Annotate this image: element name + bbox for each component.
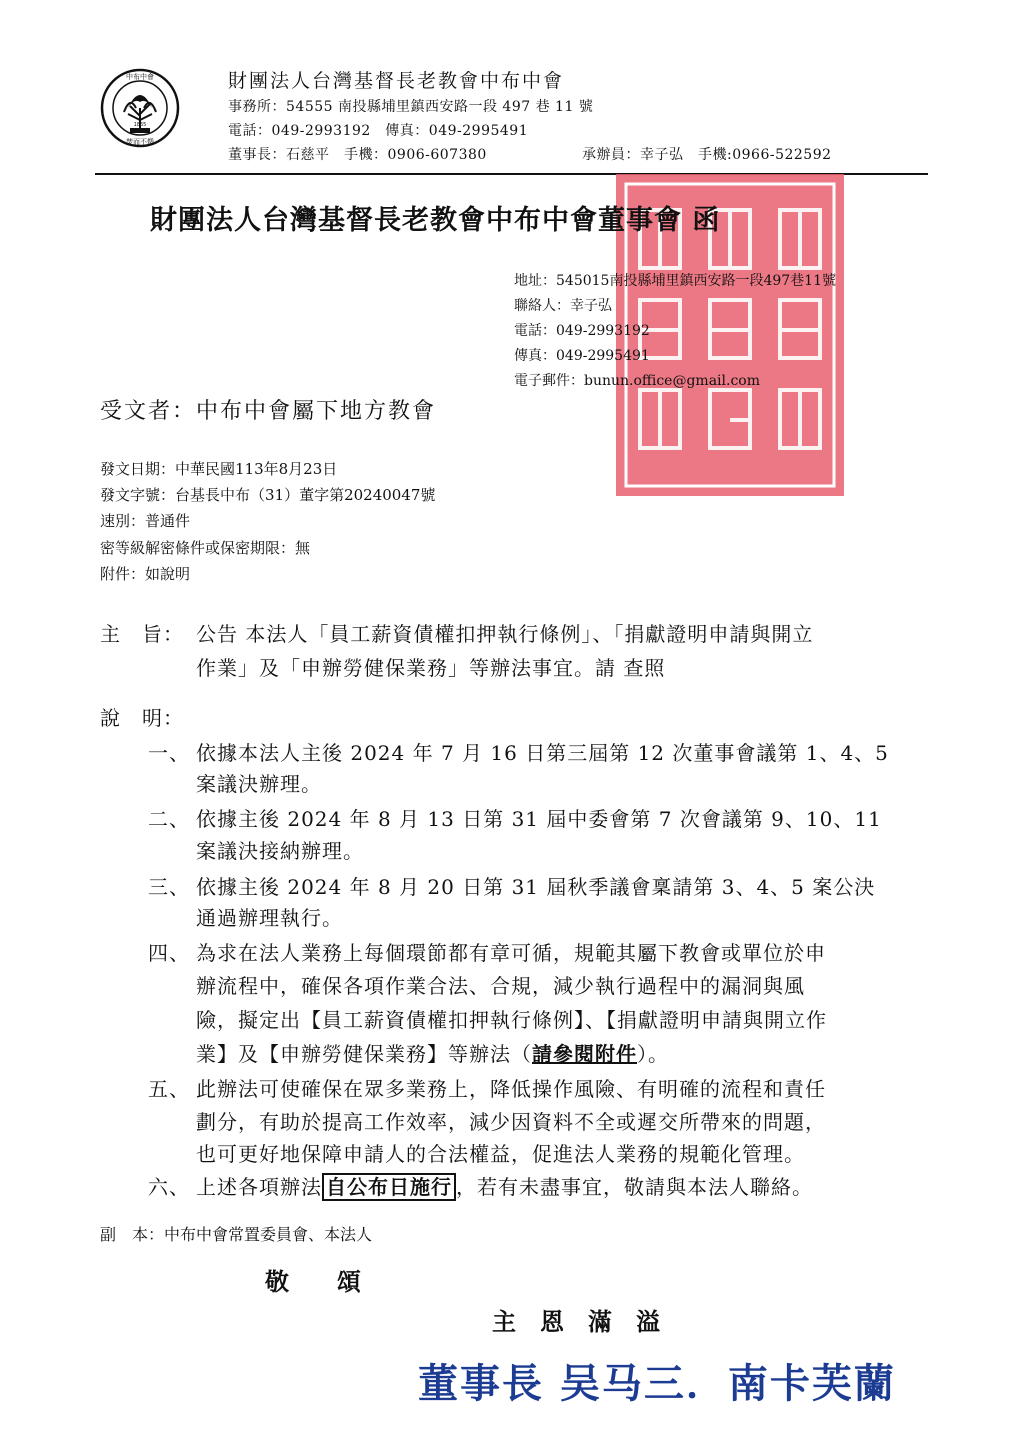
item-4-line-4 xyxy=(196,1038,669,1067)
item-6-line-1 xyxy=(196,1171,813,1200)
blessing: 主 恩 滿 溢 xyxy=(492,1307,660,1336)
svg-text:焚而不燬: 焚而不燬 xyxy=(126,138,154,146)
contact-person: 聯絡人：幸子弘 xyxy=(514,298,612,314)
item-1-line-1: 依據本法人主後 2024 年 7 月 16 日第三屆第 12 次董事會議第 1、4、5 xyxy=(196,741,889,765)
svg-text:1865: 1865 xyxy=(133,122,147,128)
letterhead-phone-fax: 電話：049-2993192 傳真：049-2995491 xyxy=(228,123,529,139)
item-4-line-2: 辦流程中，確保各項作業合法、合規，減少執行過程中的漏洞與風 xyxy=(196,974,805,998)
item-2-line-1: 依據主後 2024 年 8 月 13 日第 31 屆中委會第 7 次會議第 9、10、11 xyxy=(196,807,882,831)
explanation-label: 說 明： xyxy=(100,706,184,730)
security-level: 密等級解密條件或保密期限：無 xyxy=(100,539,311,557)
item-6-text: 上述各項辦法 xyxy=(196,1175,322,1199)
item-3-line-2: 通過辦理執行。 xyxy=(196,906,343,930)
item-4-line-1: 為求在法人業務上每個環節都有章可循，規範其屬下教會或單位於申 xyxy=(196,941,826,965)
document-title: 財團法人台灣基督長老教會中布中會董事會 函 xyxy=(150,205,721,236)
delivery-speed: 速別：普通件 xyxy=(100,512,191,530)
subject-line-1: 公告 本法人「員工薪資債權扣押執行條例」、「捐獻證明申請與開立 xyxy=(196,622,814,646)
item-2-line-2: 案議決接納辦理。 xyxy=(196,839,364,863)
letterhead-handler: 承辦員：幸子弘 手機:0966-522592 xyxy=(582,147,832,163)
item-5-line-3: 也可更好地保障申請人的合法權益，促進法人業務的規範化管理。 xyxy=(196,1142,805,1166)
closing-salutation: 敬 頌 xyxy=(265,1267,361,1296)
item-5-line-2: 劃分，有助於提高工作效率，減少因資料不全或遲交所帶來的問題， xyxy=(196,1110,826,1134)
item-number: 二、 xyxy=(148,807,190,831)
church-logo-seal xyxy=(100,68,180,148)
contact-fax: 傳真：049-2995491 xyxy=(514,348,650,364)
item-number: 一、 xyxy=(148,741,190,765)
item-4-line-4-end: ）。 xyxy=(637,1042,669,1066)
issue-date: 發文日期：中華民國113年8月23日 xyxy=(100,460,338,478)
subject-label: 主 旨： xyxy=(100,622,184,646)
item-6-text-end: ，若有未盡事宜，敬請與本法人聯絡。 xyxy=(456,1175,813,1199)
item-1-line-2: 案議決辦理。 xyxy=(196,772,322,796)
contact-email: 電子郵件：bunun.office@gmail.com xyxy=(514,373,760,389)
subject-line-2: 作業」及「申辦勞健保業務」等辦法事宜。請 查照 xyxy=(196,656,666,680)
attachment-note: 附件：如說明 xyxy=(100,565,191,583)
item-number: 五、 xyxy=(148,1077,190,1101)
see-attachment-link: 請參閱附件 xyxy=(532,1042,637,1066)
chairman-signature: 董事長 吴马三．南卡芙蘭 xyxy=(418,1360,896,1407)
item-number: 六、 xyxy=(148,1175,190,1199)
recipient: 受文者：中布中會屬下地方教會 xyxy=(100,399,437,424)
contact-phone: 電話：049-2993192 xyxy=(514,323,650,339)
letterhead-office-address: 事務所：54555 南投縣埔里鎮西安路一段 497 巷 11 號 xyxy=(228,99,594,115)
item-4-line-4-text: 業】及【申辦勞健保業務】等辦法（ xyxy=(196,1042,532,1066)
item-3-line-1: 依據主後 2024 年 8 月 20 日第 31 屆秋季議會稟請第 3、4、5 案公決 xyxy=(196,875,876,899)
contact-address: 地址：545015南投縣埔里鎮西安路一段497巷11號 xyxy=(514,273,836,289)
item-number: 四、 xyxy=(148,941,190,965)
carbon-copy: 副 本：中布中會常置委員會、本法人 xyxy=(100,1225,373,1244)
letterhead-chairman: 董事長：石慈平 手機：0906-607380 xyxy=(228,147,487,163)
item-4-line-3: 險，擬定出【員工薪資債權扣押執行條例】、【捐獻證明申請與開立作 xyxy=(196,1008,827,1032)
item-number: 三、 xyxy=(148,875,190,899)
item-5-line-1: 此辦法可使確保在眾多業務上，降低操作風險、有明確的流程和責任 xyxy=(196,1077,826,1101)
reference-number: 發文字號：台基長中布（31）董字第20240047號 xyxy=(100,486,436,504)
svg-text:中布中會: 中布中會 xyxy=(126,73,154,81)
letterhead-org-name: 財團法人台灣基督長老教會中布中會 xyxy=(228,70,565,92)
effective-date-box: 自公布日施行 xyxy=(322,1173,456,1201)
